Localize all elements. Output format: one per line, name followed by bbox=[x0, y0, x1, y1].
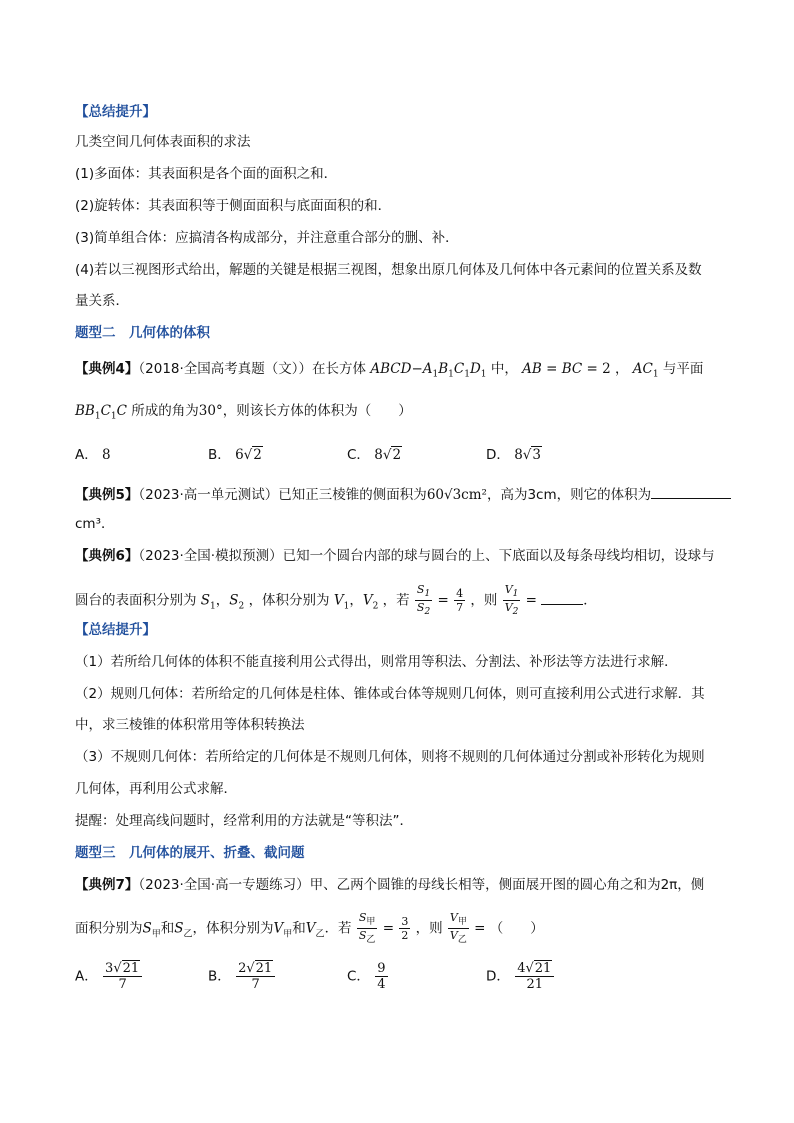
example-5-area-value: 60√3cm² bbox=[426, 487, 487, 503]
option-d-value: $\frac{4√21}{21}$ bbox=[515, 962, 554, 991]
math-plane: BB bbox=[75, 403, 95, 419]
example-6-tag: 【典例6】 bbox=[75, 548, 139, 564]
section2-item-2: （2）规则几何体：若所给定的几何体是柱体、锥体或台体等规则几何体，则可直接利用公式进行求解．其 bbox=[75, 686, 705, 702]
fraction-s-jia-yi: $\frac{S_甲}{S_乙}$ bbox=[358, 911, 376, 946]
fraction-4-7: $\frac{4}{7}$ bbox=[456, 587, 464, 615]
example-4-tag: 【典例4】 bbox=[75, 361, 139, 377]
fraction-s1-s2: $\frac{S_1}{S_2}$ bbox=[416, 583, 431, 618]
summary-heading-2: 【总结提升】 bbox=[75, 622, 156, 638]
example-7-option-c[interactable]: C． $\frac{9}{4}$ bbox=[347, 961, 386, 992]
example-5-tag: 【典例5】 bbox=[75, 487, 139, 503]
example-6-line-1: 【典例6】（2023·全国·模拟预测）已知一个圆台内部的球与圆台的上、下底面以及每条母线均相切，设球与 bbox=[75, 548, 715, 564]
math-ac1: AC bbox=[632, 361, 653, 377]
section1-item-4: (4)若以三视图形式给出，解题的关键是根据三视图，想象出原几何体及几何体中各元素间的位置关系及数 bbox=[75, 262, 702, 278]
math-box-name: ABCD bbox=[370, 361, 412, 377]
section2-reminder: 提醒：处理高线问题时，经常利用的方法就是“等积法”． bbox=[75, 813, 413, 829]
section1-item-4-cont: 量关系． bbox=[75, 293, 129, 309]
example-7-line-2: 面积分别为$S_甲$和$S_乙$，体积分别为$V_甲$和$V_乙$．若 $\frac{S_甲}{S_乙}$ = $\frac{3}{2}$ ，则 $\frac{V_甲}{V_乙}$ = （ ） bbox=[75, 911, 544, 946]
fraction-v-jia-yi: $\frac{V_甲}{V_乙}$ bbox=[449, 911, 467, 946]
type3-heading: 题型三 几何体的展开、折叠、截问题 bbox=[75, 845, 305, 861]
example-5-answer-blank[interactable] bbox=[651, 484, 731, 499]
example-7-option-a[interactable]: A． $\frac{3√21}{7}$ bbox=[75, 962, 143, 991]
section2-item-3-cont: 几何体，再利用公式求解． bbox=[75, 781, 237, 797]
example-4-option-b[interactable]: B． 6√2 bbox=[208, 447, 262, 463]
example-4-option-a[interactable]: A． 8 bbox=[75, 447, 111, 463]
math-ab-bc: AB bbox=[522, 361, 542, 377]
example-5-unit: cm³． bbox=[75, 516, 115, 532]
section2-item-3: （3）不规则几何体：若所给定的几何体是不规则几何体，则将不规则的几何体通过分割或补形转化为规则 bbox=[75, 749, 705, 765]
example-4-option-c[interactable]: C． 8√2 bbox=[347, 447, 402, 463]
option-a-value: $\frac{3√21}{7}$ bbox=[103, 962, 142, 991]
type2-heading: 题型二 几何体的体积 bbox=[75, 325, 210, 341]
section2-item-2-cont: 中，求三棱锥的体积常用等体积转换法 bbox=[75, 717, 305, 733]
section2-item-1: （1）若所给几何体的体积不能直接利用公式得出，则常用等积法、分割法、补形法等方法进行求解． bbox=[75, 654, 678, 670]
example-7-tag: 【典例7】 bbox=[75, 877, 139, 893]
fraction-3-2: $\frac{3}{2}$ bbox=[401, 915, 409, 943]
section1-item-1: (1)多面体：其表面积是各个面的面积之和． bbox=[75, 166, 338, 182]
option-b-value: $\frac{2√21}{7}$ bbox=[236, 962, 275, 991]
section1-item-2: (2)旋转体：其表面积等于侧面面积与底面面积的和． bbox=[75, 198, 392, 214]
example-6-line-2: 圆台的表面积分别为 $S_1$，$S_2$ ，体积分别为 $V_1$，$V_2$ ，若 $\frac{S_1}{S_2}$ = $\frac{4}{7}$ ，则 $\frac{V_1}{V_2}$ = ． bbox=[75, 583, 597, 618]
option-c-value: $\frac{9}{4}$ bbox=[377, 961, 386, 992]
example-4-source: （2018·全国高考真题（文））在长方体 bbox=[138, 361, 367, 377]
section1-title: 几类空间几何体表面积的求法 bbox=[75, 134, 251, 150]
example-7-option-b[interactable]: B． $\frac{2√21}{7}$ bbox=[208, 962, 276, 991]
example-4-line-1: 【典例4】（2018·全国高考真题（文））在长方体 $ABCD-A_1B_1C_1D_1$ 中， AB = BC = 2 ， $AC_1$ 与平面 bbox=[75, 361, 704, 380]
example-4-option-d[interactable]: D． 8√3 bbox=[486, 447, 541, 463]
example-7-line-1: 【典例7】（2023·全国·高一专题练习）甲、乙两个圆锥的母线长相等，侧面展开图的圆心角之和为2π，侧 bbox=[75, 877, 705, 893]
example-4-line-2: $BB_1C_1C$ 所成的角为30°，则该长方体的体积为（ ） bbox=[75, 403, 412, 422]
example-5-line-1: 【典例5】（2023·高一单元测试）已知正三棱锥的侧面积为60√3cm²，高为3cm，则它的体积为 bbox=[75, 484, 731, 505]
example-6-answer-blank[interactable] bbox=[541, 590, 583, 605]
fraction-v1-v2: $\frac{V_1}{V_2}$ bbox=[504, 583, 519, 618]
math-angle: 30° bbox=[198, 403, 223, 419]
example-7-option-d[interactable]: D． $\frac{4√21}{21}$ bbox=[486, 962, 555, 991]
section1-item-3: (3)简单组合体：应搞清各构成部分，并注意重合部分的删、补． bbox=[75, 230, 459, 246]
summary-heading-1: 【总结提升】 bbox=[75, 104, 156, 120]
